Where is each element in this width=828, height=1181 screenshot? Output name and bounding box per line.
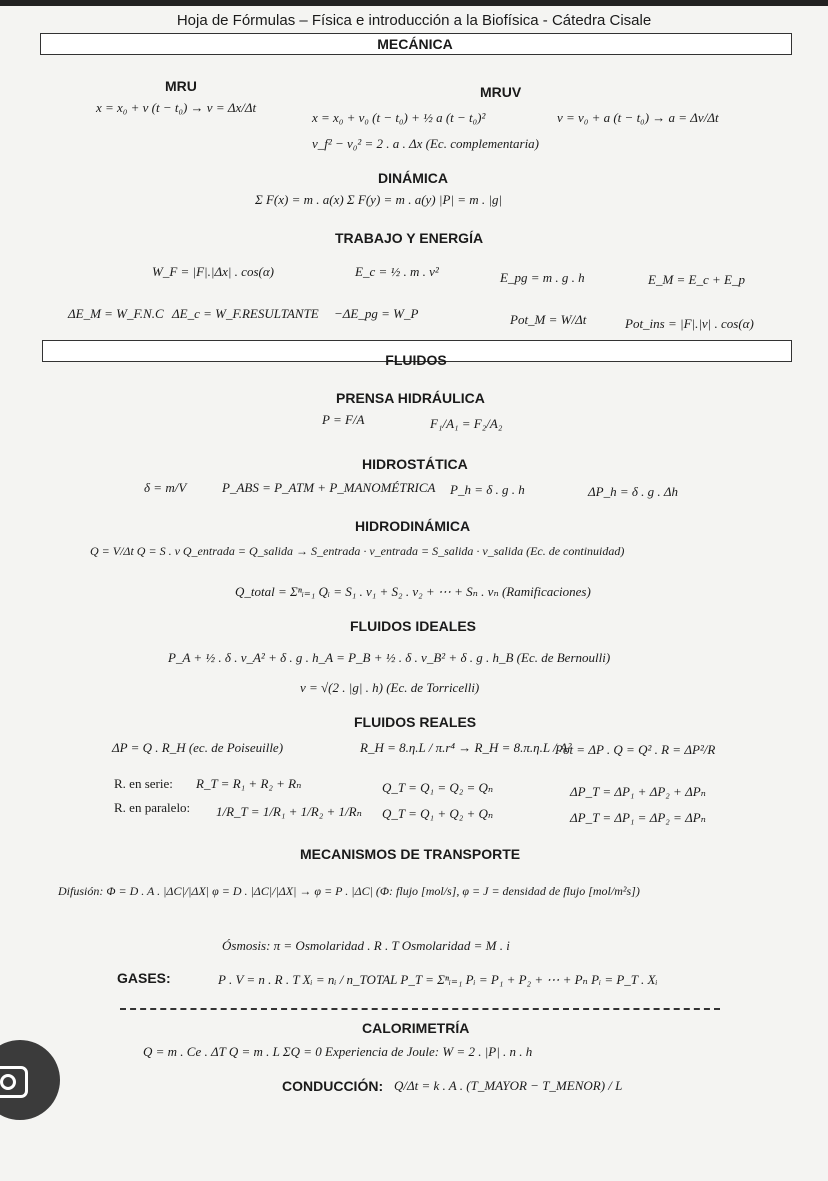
osmosis-formula: Ósmosis: π = Osmolaridad . R . T Osmolaridad = M . i	[222, 938, 510, 953]
prensa-title: PRENSA HIDRÁULICA	[336, 390, 485, 406]
section-title-mecanica: MECÁNICA	[377, 36, 453, 52]
mru-title: MRU	[165, 78, 197, 94]
dinamica-formula: Σ F(x) = m . a(x) Σ F(y) = m . a(y) |P| = m . |g|	[255, 192, 503, 207]
section-title-calorimetria: CALORIMETRÍA	[362, 1020, 470, 1036]
hidrostatica-title: HIDROSTÁTICA	[362, 456, 468, 472]
section-title-dinamica: DINÁMICA	[378, 170, 448, 186]
torricelli-formula: v = √(2 . |g| . h) (Ec. de Torricelli)	[300, 680, 480, 695]
density-formula: δ = m/V	[144, 480, 187, 495]
section-title-transporte: MECANISMOS DE TRANSPORTE	[300, 846, 521, 862]
divider	[120, 1008, 720, 1010]
section-title-fluidos: FLUIDOS	[385, 352, 447, 368]
parallel-pressure-formula: ΔP_T = ΔP₁ = ΔP₂ = ΔPₙ	[570, 810, 706, 825]
lens-camera-button[interactable]	[0, 1040, 60, 1120]
hydrostatic-pressure-formula: P_h = δ . g . h	[450, 482, 525, 497]
reales-title: FLUIDOS REALES	[354, 714, 477, 730]
branching-formula: Q_total = Σⁿᵢ₌₁ Qᵢ = S₁ . v₁ + S₂ . v₂ + ⋯ + Sₙ . vₙ (Ramificaciones)	[235, 584, 591, 599]
series-pressure-formula: ΔP_T = ΔP₁ + ΔP₂ + ΔPₙ	[570, 784, 706, 799]
potential-energy-formula: E_pg = m . g . h	[500, 270, 585, 285]
conduccion-label: CONDUCCIÓN:	[282, 1078, 384, 1094]
parallel-label: R. en paralelo:	[114, 800, 191, 815]
mechanical-energy-formula: E_M = E_c + E_p	[648, 272, 745, 287]
gases-label: GASES:	[117, 970, 171, 986]
delta-epg-formula: −ΔE_pg = W_P	[334, 306, 419, 321]
work-formula: W_F = |F|.|Δx| . cos(α)	[152, 264, 274, 279]
diffusion-formula: Difusión: Φ = D . A . |ΔC|/|ΔX| φ = D . |ΔC|/|ΔX| → φ = P . |ΔC| (Φ: flujo [mol/s], φ = J = densidad de flujo [mol/m²s])	[58, 884, 640, 898]
gases-formula: P . V = n . R . T Xᵢ = nᵢ / n_TOTAL P_T = Σⁿᵢ₌₁ Pᵢ = P₁ + P₂ + ⋯ + Pₙ Pᵢ = P_T . Xᵢ	[218, 972, 658, 987]
delta-hydrostatic-pressure-formula: ΔP_h = δ . g . Δh	[588, 484, 679, 499]
top-bar	[0, 0, 828, 6]
calorimetry-formula: Q = m . Ce . ΔT Q = m . L ΣQ = 0 Experiencia de Joule: W = 2 . |P| . n . h	[143, 1044, 533, 1059]
mru-formula: x = x₀ + v (t − t₀) → v = Δx/Δt	[96, 100, 257, 115]
delta-em-formula: ΔE_M = W_F.N.C	[68, 306, 164, 321]
hidrodinamica-title: HIDRODINÁMICA	[355, 518, 471, 534]
absolute-pressure-formula: P_ABS = P_ATM + P_MANOMÉTRICA	[222, 480, 436, 495]
page-title: Hoja de Fórmulas – Física e introducción a la Biofísica - Cátedra Cisale	[176, 12, 652, 29]
kinetic-energy-formula: E_c = ½ . m . v²	[355, 264, 439, 279]
continuity-formula: Q = V/Δt Q = S . v Q_entrada = Q_salida → S_entrada · v_entrada = S_salida · v_salida (Ec. de continuidad)	[90, 544, 625, 558]
power-instant-formula: Pot_ins = |F|.|v| . cos(α)	[625, 316, 754, 331]
ideales-title: FLUIDOS IDEALES	[350, 618, 477, 634]
power-mean-formula: Pot_M = W/Δt	[510, 312, 587, 327]
parallel-resistance-formula: 1/R_T = 1/R₁ + 1/R₂ + 1/Rₙ	[216, 804, 362, 819]
series-flow-formula: Q_T = Q₁ = Q₂ = Qₙ	[382, 780, 494, 795]
parallel-flow-formula: Q_T = Q₁ + Q₂ + Qₙ	[382, 806, 494, 821]
bernoulli-formula: P_A + ½ . δ . v_A² + δ . g . h_A = P_B + ½ . δ . v_B² + δ . g . h_B (Ec. de Bernoulli)	[168, 650, 611, 665]
delta-ec-formula: ΔE_c = W_F.RESULTANTE	[172, 306, 319, 321]
power-fluid-formula: Pot = ΔP . Q = Q² . R = ΔP²/R	[555, 742, 716, 757]
mruv-formula-velocity: v = v₀ + a (t − t₀) → a = Δv/Δt	[557, 110, 719, 125]
prensa-formula-1: P = F/A	[322, 412, 365, 427]
series-resistance-formula: R_T = R₁ + R₂ + Rₙ	[196, 776, 302, 791]
poiseuille-formula: ΔP = Q . R_H (ec. de Poiseuille)	[112, 740, 284, 755]
hydraulic-resistance-formula: R_H = 8.η.L / π.r⁴ → R_H = 8.π.η.L / A²	[360, 740, 572, 755]
mruv-title: MRUV	[480, 84, 522, 100]
series-label: R. en serie:	[114, 776, 173, 791]
section-title-trabajo-energia: TRABAJO Y ENERGÍA	[335, 230, 484, 246]
mruv-formula-position: x = x₀ + v₀ (t − t₀) + ½ a (t − t₀)²	[312, 110, 486, 125]
mruv-formula-complementary: v_f² − v₀² = 2 . a . Δx (Ec. complementaria)	[312, 136, 540, 151]
conduction-formula: Q/Δt = k . A . (T_MAYOR − T_MENOR) / L	[394, 1078, 623, 1093]
camera-icon	[0, 1066, 28, 1098]
prensa-formula-2: F₁/A₁ = F₂/A₂	[430, 416, 503, 431]
